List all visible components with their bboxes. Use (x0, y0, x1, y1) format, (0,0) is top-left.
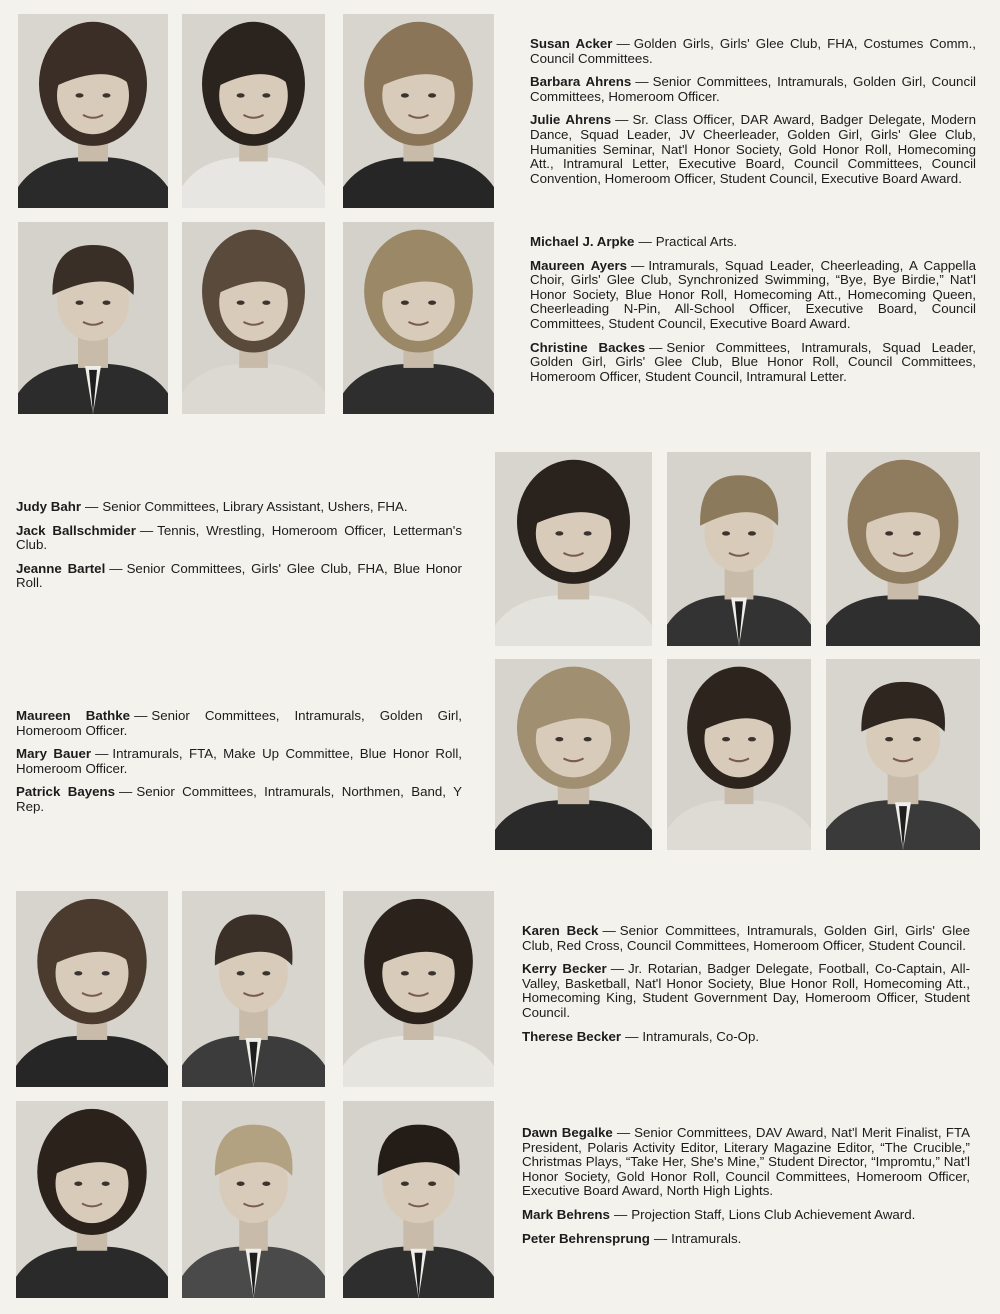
student-activities: Senior Committees, Intramurals, Golden Girl, Homeroom Officer. (16, 708, 462, 738)
student-activities: Golden Girls, Girls' Glee Club, FHA, Costumes Comm., Council Committees. (530, 36, 976, 66)
student-name: Barbara Ahrens (530, 74, 632, 90)
right-eye (428, 971, 436, 975)
student-activities: Senior Committees, Intramurals, Golden Girl, Council Committees, Homeroom Officer. (530, 74, 976, 104)
bio-entry (16, 524, 462, 553)
bio-entry (16, 562, 462, 591)
bio-entry (530, 341, 976, 385)
separator: — (610, 961, 625, 977)
left-eye (401, 300, 409, 304)
left-eye (401, 1182, 409, 1186)
portrait-michael-arpke (18, 222, 168, 414)
student-name: Mark Behrens (522, 1206, 610, 1222)
right-eye (584, 531, 592, 535)
portrait-susan-acker (18, 14, 168, 208)
student-activities: Intramurals, Co-Op. (642, 1028, 760, 1044)
student-name: Patrick Bayens (16, 784, 116, 800)
right-eye (103, 300, 111, 304)
separator: — (109, 560, 123, 576)
left-eye (237, 300, 245, 304)
portrait-therese-becker (343, 891, 494, 1087)
right-eye (913, 531, 921, 535)
bio-entry (16, 500, 462, 515)
left-eye (722, 531, 730, 535)
left-eye (555, 737, 563, 741)
student-activities: Senior Committees, Intramurals, Northmen, Band, Y Rep. (16, 784, 462, 814)
student-activities: Jr. Rotarian, Badger Delegate, Football, Co-Captain, All-Valley, Basketball, Nat'l Honor Society, Blue Honor Roll, Homecoming Att., Homecoming King, Student Government Day, Homeroom Officer, Student Council. (522, 961, 970, 1020)
right-eye (102, 971, 110, 975)
separator: — (649, 339, 663, 355)
bio-block-2 (530, 235, 976, 393)
student-name: Dawn Begalke (522, 1125, 613, 1140)
right-eye (913, 737, 921, 741)
separator: — (139, 522, 154, 538)
student-name: Karen Beck (522, 923, 599, 938)
portrait-karen-beck (16, 891, 168, 1087)
student-name: Maureen Bathke (16, 708, 131, 723)
right-eye (103, 93, 111, 97)
right-eye (262, 1182, 270, 1186)
left-eye (237, 1182, 245, 1186)
portrait-maureen-ayers (182, 222, 325, 414)
portrait-patrick-bayens (826, 659, 980, 850)
separator: — (615, 112, 629, 128)
separator: — (635, 74, 649, 90)
student-name: Jeanne Bartel (16, 560, 106, 576)
right-eye (428, 93, 436, 97)
left-eye (885, 737, 893, 741)
bio-entry (522, 962, 970, 1020)
left-eye (74, 971, 82, 975)
portrait-mark-behrens (182, 1101, 325, 1298)
student-name: Michael J. Arpke (530, 234, 635, 249)
student-activities: Practical Arts. (655, 234, 738, 249)
bio-entry (522, 1126, 970, 1199)
student-name: Susan Acker (530, 36, 613, 51)
bio-block-6 (522, 1126, 970, 1255)
separator: — (616, 1125, 631, 1140)
right-eye (262, 93, 270, 97)
portrait-jack-ballschmider (667, 452, 811, 646)
right-eye (428, 300, 436, 304)
bio-entry (530, 259, 976, 332)
portrait-peter-behrensprung (343, 1101, 494, 1298)
student-name: Mary Bauer (16, 746, 92, 762)
left-eye (401, 971, 409, 975)
portrait-mary-bauer (667, 659, 811, 850)
student-activities: Tennis, Wrestling, Homeroom Officer, Letterman's Club. (16, 522, 462, 553)
bio-entry (16, 785, 462, 814)
separator: — (134, 708, 148, 723)
left-eye (76, 93, 84, 97)
student-activities: Projection Staff, Lions Club Achievement Award. (631, 1206, 916, 1222)
bio-block-3 (16, 500, 462, 600)
left-eye (401, 93, 409, 97)
right-eye (102, 1182, 110, 1186)
student-name: Judy Bahr (16, 499, 82, 514)
separator: — (613, 1206, 628, 1222)
bio-entry (522, 1030, 970, 1045)
bio-entry (522, 1208, 970, 1223)
separator: — (95, 746, 109, 762)
bio-entry (530, 75, 976, 104)
left-eye (237, 93, 245, 97)
student-activities: Senior Committees, Intramurals, Squad Leader, Golden Girl, Girls' Glee Club, Blue Honor Roll, Council Committees, Homeroom Officer, Student Council, Intramural Letter. (530, 339, 976, 384)
portrait-maureen-bathke (495, 659, 652, 850)
student-name: Therese Becker (522, 1028, 622, 1044)
bio-entry (530, 113, 976, 186)
right-eye (262, 971, 270, 975)
separator: — (85, 499, 99, 514)
student-name: Kerry Becker (522, 961, 607, 977)
student-name: Julie Ahrens (530, 112, 612, 128)
bio-block-1 (530, 37, 976, 195)
left-eye (76, 300, 84, 304)
separator: — (616, 36, 630, 51)
left-eye (74, 1182, 82, 1186)
separator: — (119, 784, 133, 800)
separator: — (625, 1028, 639, 1044)
portrait-julie-ahrens (343, 14, 494, 208)
bio-block-4 (16, 709, 462, 824)
portrait-christine-backes (343, 222, 494, 414)
bio-entry (530, 37, 976, 66)
left-eye (722, 737, 730, 741)
portrait-barbara-ahrens (182, 14, 325, 208)
separator: — (638, 234, 652, 249)
student-activities: Senior Committees, Girls' Glee Club, FHA, Blue Honor Roll. (16, 560, 462, 591)
student-name: Jack Ballschmider (16, 522, 136, 538)
bio-entry (522, 1232, 970, 1247)
portrait-dawn-begalke (16, 1101, 168, 1298)
right-eye (262, 300, 270, 304)
bio-block-5 (522, 924, 970, 1053)
student-name: Peter Behrensprung (522, 1230, 650, 1246)
bio-entry (530, 235, 976, 250)
bio-entry (522, 924, 970, 953)
separator: — (602, 923, 616, 938)
student-name: Christine Backes (530, 339, 646, 355)
right-eye (748, 531, 756, 535)
student-activities: Senior Committees, Library Assistant, Ushers, FHA. (102, 499, 408, 514)
separator: — (653, 1230, 668, 1246)
student-activities: Senior Committees, Intramurals, Golden Girl, Girls' Glee Club, Red Cross, Council Committees, Homeroom Officer, Student Council. (522, 923, 971, 953)
student-name: Maureen Ayers (530, 257, 628, 273)
bio-entry (16, 747, 462, 776)
separator: — (631, 257, 645, 273)
student-activities: Intramurals. (671, 1230, 742, 1246)
portrait-kerry-becker (182, 891, 325, 1087)
portrait-judy-bahr (495, 452, 652, 646)
student-activities: Sr. Class Officer, DAR Award, Badger Delegate, Modern Dance, Squad Leader, JV Cheerleader, Golden Girl, Girls' Glee Club, Humanities Seminar, Nat'l Honor Society, Gold Honor Roll, Homecoming Att., Intramural Letter, Executive Board, Council Committees, Council Convention, Homeroom Officer, Student Council, Executive Board Award. (530, 112, 976, 186)
student-activities: Intramurals, Squad Leader, Cheerleading, A Cappella Choir, Girls' Glee Club, Synchronized Swimming, “Bye, Bye Birdie,” Nat'l Honor Society, Blue Honor Roll, Homecoming Att., Homecoming Queen, Cheerleading N-Pin, All-School Officer, Executive Board, Council Committees, Student Council, Executive Board Award. (530, 257, 976, 331)
right-eye (748, 737, 756, 741)
right-eye (584, 737, 592, 741)
portrait-jeanne-bartel (826, 452, 980, 646)
left-eye (555, 531, 563, 535)
left-eye (237, 971, 245, 975)
bio-entry (16, 709, 462, 738)
left-eye (885, 531, 893, 535)
right-eye (428, 1182, 436, 1186)
student-activities: Senior Committees, DAV Award, Nat'l Merit Finalist, FTA President, Polaris Activity Editor, Literary Magazine Editor, “The Crucible,” Christmas Plays, “Take Her, She's Mine,” Student Director, “Impromtu,” Nat'l Honor Society, Gold Honor Roll, Council Committees, Homeroom Officer, Executive Board Award, North High Lights. (522, 1125, 970, 1199)
student-activities: Intramurals, FTA, Make Up Committee, Blue Honor Roll, Homeroom Officer. (16, 746, 462, 776)
